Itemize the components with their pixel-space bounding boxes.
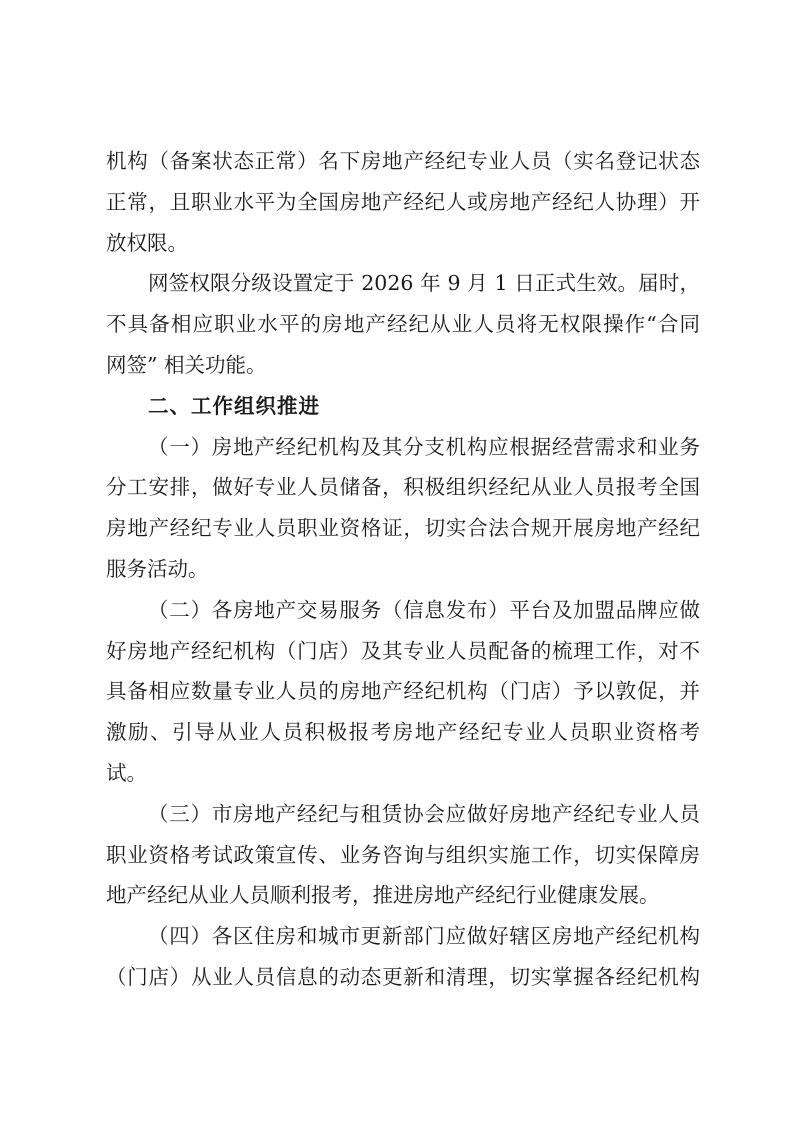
paragraph-item-1 (106, 427, 700, 590)
text-line: 服务活动。 (106, 556, 209, 581)
paragraph-item-4 (106, 916, 700, 998)
paragraph-item-3 (106, 794, 700, 916)
text-line: 职业资格考试政策宣传、业务咨询与组织实施工作，切实保障房 (106, 842, 700, 867)
text-line: （三）市房地产经纪与租赁协会应做好房地产经纪专业人员 (148, 801, 700, 826)
text-line: 机构（备案状态正常）名下房地产经纪专业人员（实名登记状态 (106, 149, 700, 173)
paragraph-effective-date (106, 263, 700, 385)
paragraph-continuation (106, 141, 700, 263)
text-line: （一）房地产经纪机构及其分支机构应根据经营需求和业务 (148, 434, 700, 459)
text-line: 放权限。 (106, 230, 188, 255)
text-line: 好房地产经纪机构（门店）及其专业人员配备的梳理工作，对不 (106, 638, 700, 663)
section-heading: 二、工作组织推进 (148, 393, 320, 418)
document-page (106, 141, 700, 998)
text-line: （四）各区住房和城市更新部门应做好辖区房地产经纪机构 (148, 924, 700, 949)
text-line: 试。 (106, 760, 147, 785)
text-line: 激励、引导从业人员积极报考房地产经纪专业人员职业资格考 (106, 720, 700, 745)
text-line: （二）各房地产交易服务（信息发布）平台及加盟品牌应做 (148, 597, 700, 622)
text-line: 地产经纪从业人员顺利报考，推进房地产经纪行业健康发展。 (106, 883, 660, 908)
text-line: 网签权限分级设置定于 2026 年 9 月 1 日正式生效。届时， (148, 271, 700, 296)
paragraph-item-2 (106, 590, 700, 794)
text-line: 正常，且职业水平为全国房地产经纪人或房地产经纪人协理）开 (106, 189, 700, 214)
text-line: 分工安排，做好专业人员储备，积极组织经纪从业人员报考全国 (106, 475, 700, 500)
text-line: （门店）从业人员信息的动态更新和清理，切实掌握各经纪机构 (106, 964, 700, 989)
text-line: 不具备相应职业水平的房地产经纪从业人员将无权限操作“合同 (106, 312, 700, 337)
text-line: 具备相应数量专业人员的房地产经纪机构（门店）予以敦促，并 (106, 679, 700, 704)
text-line: 房地产经纪专业人员职业资格证，切实合法合规开展房地产经纪 (106, 516, 700, 541)
text-line: 网签” 相关功能。 (106, 352, 267, 377)
